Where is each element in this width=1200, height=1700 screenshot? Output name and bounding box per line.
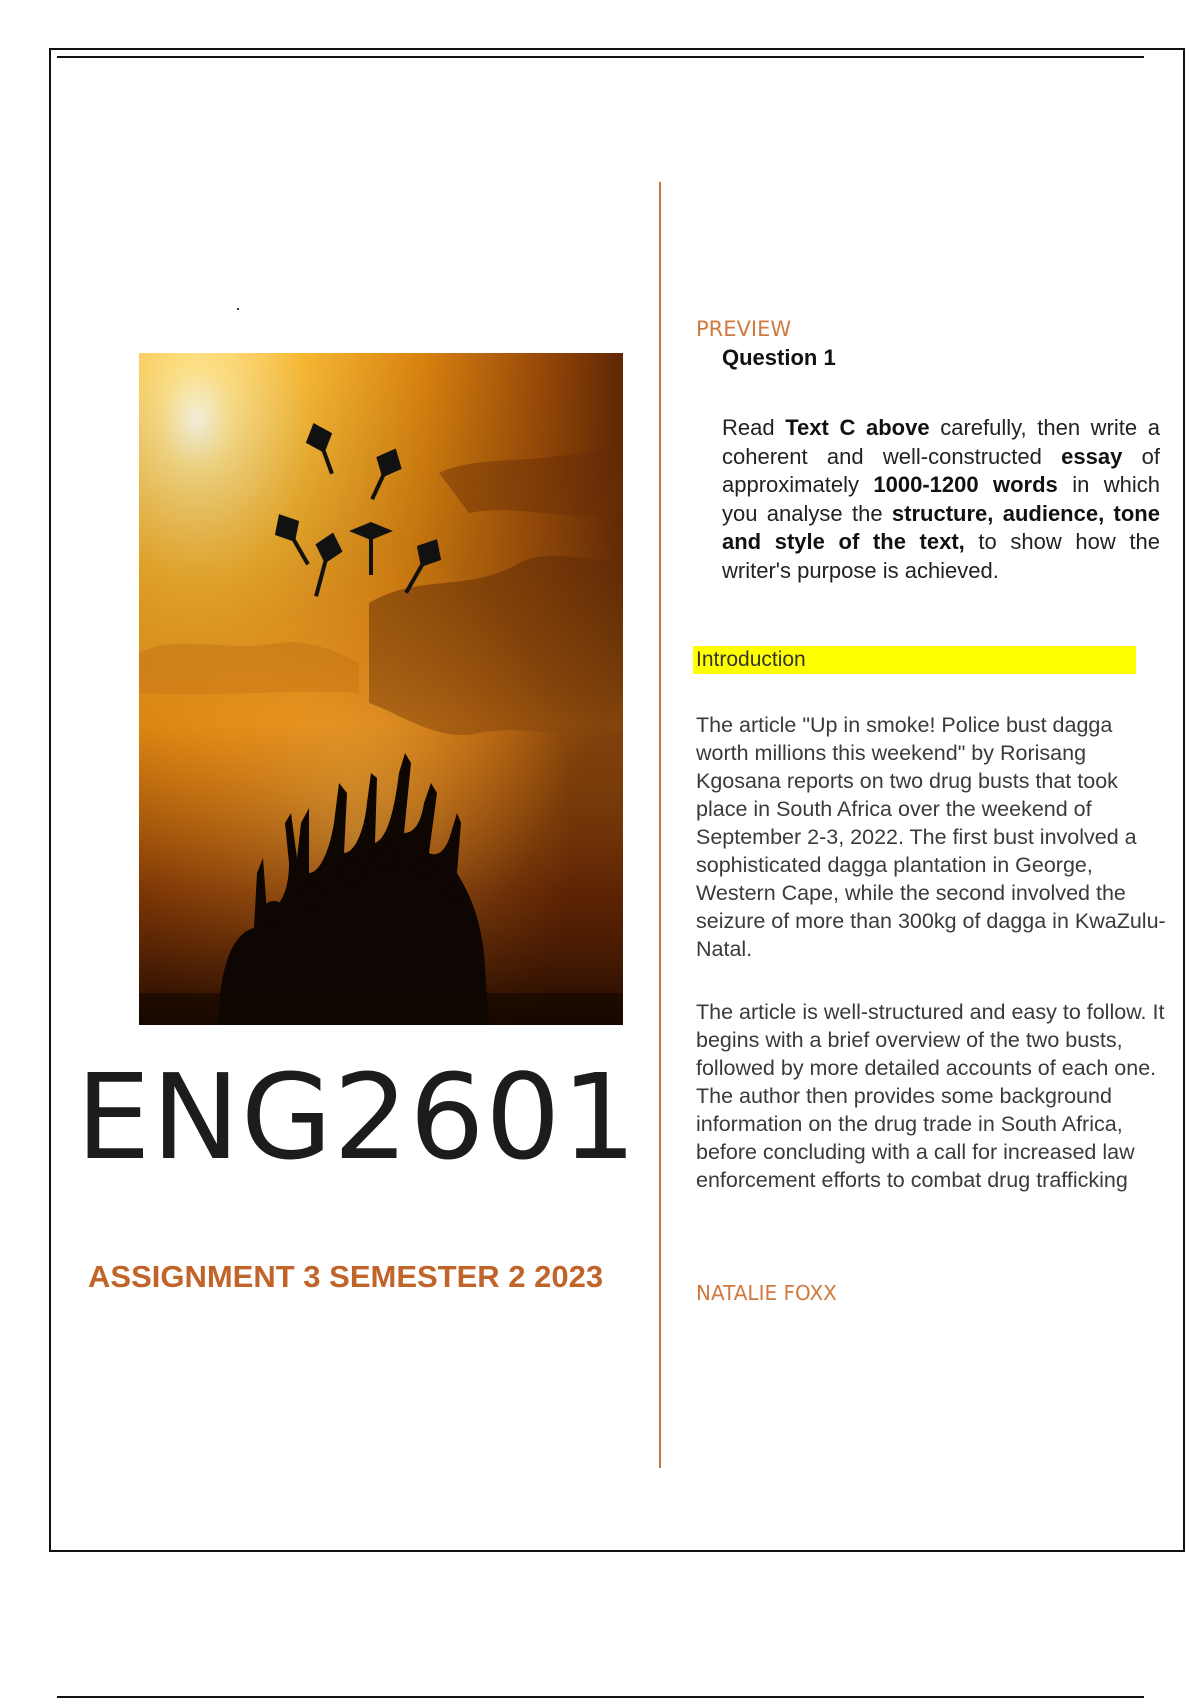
question-text-segment: essay bbox=[1061, 443, 1123, 469]
question-heading: Question 1 bbox=[722, 345, 836, 370]
stray-dot bbox=[237, 308, 239, 310]
assignment-title: ASSIGNMENT 3 SEMESTER 2 2023 bbox=[88, 1259, 604, 1294]
introduction-paragraph-2: The article is well-structured and easy to follow. It begins with a brief overview of the two busts, followed by more detailed accounts of each one. The author then provides some background information on the drug trade in South Africa, before concluding with a call for increased law enforcement efforts to combat drug trafficking bbox=[696, 1000, 1165, 1192]
author-name: NATALIE FOXX bbox=[696, 1281, 837, 1305]
course-code: ENG2601 bbox=[76, 1048, 638, 1186]
preview-label: PREVIEW bbox=[696, 317, 792, 341]
introduction-paragraph-1: The article "Up in smoke! Police bust dagga worth millions this weekend" by Rorisang Kgosana reports on two drug busts that took place in South Africa over the weekend of September 2-3, 2022. The first bust involved a sophisticated dagga plantation in George, Western Cape, while the second involved the seizure of more than 300kg of dagga in KwaZulu-Natal. bbox=[696, 713, 1166, 961]
question-text-segment: structure, audience, tone and style of the text, bbox=[722, 500, 1160, 554]
question-text-segment: of approximately bbox=[722, 443, 1160, 497]
question-text-segment: Read bbox=[722, 415, 786, 440]
bottom-rule bbox=[57, 1696, 1144, 1698]
question-text-segment: 1000-1200 words bbox=[873, 472, 1058, 497]
cover-image bbox=[139, 353, 623, 1025]
question-text-segment: to show how the writer's purpose is achieved. bbox=[722, 529, 1160, 583]
question-text-segment: in which you analyse the bbox=[722, 472, 1160, 526]
question-text-segment: Text C above bbox=[785, 415, 930, 440]
column-divider bbox=[659, 182, 661, 1468]
question-text-segment: carefully, then write a coherent and well-constructed bbox=[722, 415, 1160, 469]
question-body bbox=[722, 414, 1160, 585]
introduction-heading: Introduction bbox=[693, 646, 1136, 674]
